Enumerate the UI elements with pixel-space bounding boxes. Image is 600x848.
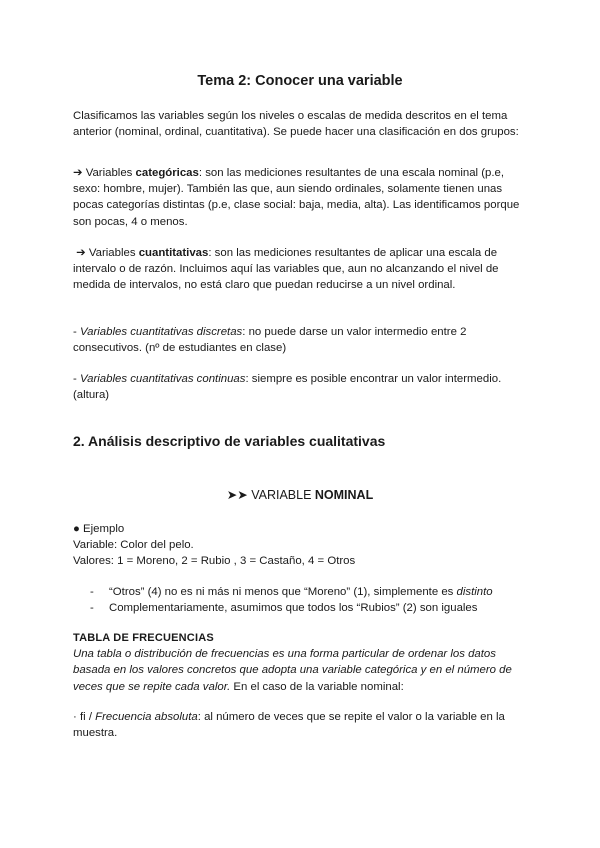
nominal-heading bbox=[0, 487, 600, 503]
section-heading: 2. Análisis descriptivo de variables cualitativas bbox=[73, 433, 386, 449]
continuas-text: : siempre es posible encontrar un valor intermedio. (altura) bbox=[73, 373, 502, 402]
note-text: “Otros” (4) no es ni más ni menos que “Moreno” (1), simplemente es bbox=[109, 586, 457, 598]
arrow-icon: ➔ bbox=[76, 247, 86, 259]
categoricas-pre: Variables bbox=[82, 167, 136, 179]
fi-text: : al número de veces que se repite el valor o la variable en la muestra. bbox=[73, 711, 505, 740]
cuantitativas-text: : son las mediciones resultantes de aplicar una escala de intervalo o de razón. Incluimos aquí las variables que, aun no alcanzando el nivel de medida de intervalos, no está claro que puedan reducirse a un nivel ordinal. bbox=[73, 247, 499, 292]
example-block bbox=[73, 521, 533, 570]
discretas-paragraph bbox=[73, 324, 533, 356]
tabla-block bbox=[73, 630, 533, 695]
cuantitativas-paragraph bbox=[73, 245, 533, 294]
tabla-definition: Una tabla o distribución de frecuencias es una forma particular de ordenar los datos basada en los valores concretos que adopta una variable categórica y en el número de veces que se repite cada valor. bbox=[73, 648, 512, 693]
categoricas-paragraph bbox=[73, 165, 533, 230]
nominal-pre: VARIABLE bbox=[247, 488, 315, 502]
page-title: Tema 2: Conocer una variable bbox=[197, 73, 403, 89]
discretas-term: Variables cuantitativas discretas bbox=[79, 326, 243, 338]
intro-paragraph bbox=[73, 108, 533, 140]
dash-marker: - bbox=[73, 326, 80, 338]
categoricas-term: categóricas bbox=[135, 167, 199, 179]
list-item bbox=[90, 584, 540, 600]
dash-marker: - bbox=[90, 586, 94, 598]
note-text: Complementariamente, asumimos que todos los “Rubios” (2) son iguales bbox=[109, 602, 478, 615]
fi-paragraph bbox=[73, 709, 533, 741]
tabla-heading: TABLA DE FRECUENCIAS bbox=[73, 632, 214, 644]
list-item bbox=[90, 600, 540, 616]
example-bullet: ● Ejemplo bbox=[73, 523, 125, 535]
arrow-icon: ➔ bbox=[73, 167, 83, 179]
example-variable: Variable: Color del pelo. bbox=[73, 539, 194, 552]
continuas-paragraph bbox=[73, 371, 533, 403]
double-arrow-icon: ➤➤ bbox=[226, 488, 248, 502]
dash-marker: - bbox=[90, 602, 94, 615]
cuantitativas-term: cuantitativas bbox=[138, 247, 209, 259]
discretas-text: : no puede darse un valor intermedio entre 2 consecutivos. (nº de estudiantes en clase) bbox=[73, 326, 467, 355]
fi-term: Frecuencia absoluta bbox=[95, 711, 198, 723]
cuantitativas-pre: Variables bbox=[85, 247, 139, 259]
tabla-definition-rest: En el caso de la variable nominal: bbox=[230, 680, 404, 693]
example-values: Valores: 1 = Moreno, 2 = Rubio , 3 = Castaño, 4 = Otros bbox=[73, 555, 356, 568]
intro-text: Clasificamos las variables según los niveles o escalas de medida descritos en el tema anterior (nominal, ordinal, cuantitativa). Se puede hacer una clasificación en dos grupos: bbox=[73, 110, 519, 139]
note-emphasis: distinto bbox=[456, 586, 493, 598]
categoricas-text: : son las mediciones resultantes de una escala nominal (p.e, sexo: hombre, mujer). También las que, aun siendo ordinales, solamente tienen unas pocas categorías distintas (p.e, clase social: baja, media, alta). Las identificamos porque son pocas, 4 o menos. bbox=[73, 167, 520, 228]
notes-list bbox=[90, 584, 540, 616]
dash-marker: - bbox=[73, 373, 80, 385]
nominal-term: NOMINAL bbox=[314, 488, 374, 502]
fi-pre: · fi / bbox=[73, 711, 96, 723]
continuas-term: Variables cuantitativas continuas bbox=[79, 373, 246, 385]
